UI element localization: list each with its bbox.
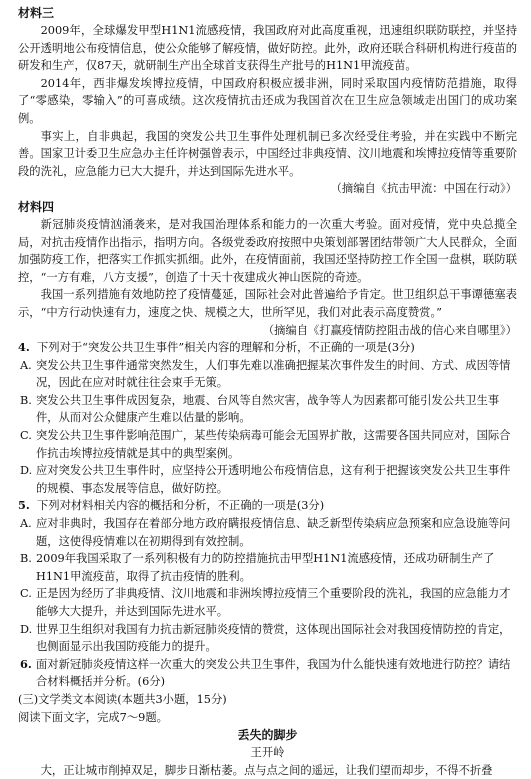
material-3-paragraph-1: 2009年，全球爆发甲型H1N1流感疫情，我国政府对此高度重视，迅速组织联防联控，并坚持公开透明地公布疫情信息，使公众能够了解疫情，做好防控。此外，政府还联合科研机构进行疫苗的研发和生产，仅87天，就研制生产出全球首支获得生产批号的H1N1甲流疫苗。 xyxy=(18,24,517,73)
question-5-stem: 5. 下列对材料相关内容的概括和分析，不正确的一项是(3分) xyxy=(18,498,325,513)
section-3-instruction: 阅读下面文字，完成7～9题。 xyxy=(18,710,168,724)
material-4-heading: 材料四 xyxy=(18,199,55,214)
material-3-paragraph-3: 事实上，自非典起，我国的突发公共卫生事件处理机制已多次经受住考验，并在实践中不断完善。国家卫计委卫生应急办主任许树强曾表示，中国经过非典疫情、汶川地震和埃博拉疫情等重要阶段的洗礼，应急能力已大大提升，并达到国际先进水平。 xyxy=(18,129,517,178)
material-4-paragraph-2: 我国一系列措施有效地防控了疫情蔓延，国际社会对此普遍给予肯定。世卫组织总干事谭德塞表示，“中方行动快速有力，速度之快、规模之大，世所罕见，我们对此表示高度赞赏。” xyxy=(18,288,517,319)
material-4-paragraph-1: 新冠肺炎疫情汹涌袭来，是对我国治理体系和能力的一次重大考验。面对疫情，党中央总揽全局，对抗击疫情作出指示，指明方向。各级党委政府按照中央策划部署团结带领广大人民群众，全面加强防疫工作，把落实工作抓实抓细。此外，在疫情面前，我国还坚持防控工作全国一盘棋，联防联控，“一方有难，八方支援”，创造了十天十夜建成火神山医院的奇迹。 xyxy=(18,217,517,284)
question-5-option-a: A. 应对非典时，我国存在着部分地方政府瞒报疫情信息、缺乏新型传染病应急预案和应急设施等问题，这使得疫情难以在初期得到有效控制。 xyxy=(20,517,511,548)
question-5-option-d: D. 世界卫生组织对我国有力抗击新冠肺炎疫情的赞赏，这体现出国际社会对我国疫情防控的肯定，也侧面显示出我国防疫能力的提升。 xyxy=(20,622,511,654)
question-4-option-a: A. 突发公共卫生事件通常突然发生，人们事先难以准确把握某次事件发生的时间、方式、成因等情况，因此在应对时就往往会束手无策。 xyxy=(20,358,511,390)
question-4-option-c: C. 突发公共卫生事件影响范围广，某些传染病毒可能会无国界扩散，这需要各国共同应对，国际合作抗击埃博拉疫情就是其中的典型案例。 xyxy=(20,429,511,460)
story-author: 王开岭 xyxy=(250,746,285,760)
question-4-stem: 4. 下列对于“突发公共卫生事件”相关内容的理解和分析，不正确的一项是(3分) xyxy=(18,340,415,355)
question-4-option-b: B. 突发公共卫生事件成因复杂，地震、台风等自然灾害，战争等人为因素都可能引发公共卫生事件，从而对公众健康产生难以估量的影响。 xyxy=(20,393,500,425)
material-3-paragraph-2: 2014年，西非爆发埃博拉疫情，中国政府积极应援非洲，同时采取国内疫情防范措施，取得了“零感染，零输入”的可喜成绩。这次疫情抗击还成为我国首次在卫生应急领域走出国门的成功案例。 xyxy=(18,76,517,125)
section-3-heading: (三)文学类文本阅读(本题共3小题，15分) xyxy=(18,692,227,706)
question-5-option-b: B. 2009年我国采取了一系列积极有力的防控措施抗击甲型H1N1流感疫情，还成功研制生产了H1N1甲流疫苗，取得了抗击疫情的胜利。 xyxy=(20,552,495,583)
material-3-heading: 材料三 xyxy=(18,6,55,20)
question-4-option-d: D. 应对突发公共卫生事件时，应坚持公开透明地公布疫情信息，这有利于把握该突发公共卫生事件的规模、事态发展等信息，做好防控。 xyxy=(20,464,511,495)
story-title: 丢失的脚步 xyxy=(237,728,298,743)
story-opening-line: 大，正让城市削掉双足，脚步日渐枯萎。点与点之间的遥远，让我们望而却步，不得不折叠 xyxy=(40,763,493,777)
material-4-source: （摘编自《打赢疫情防控阻击战的信心来自哪里》） xyxy=(262,323,517,337)
material-3-source: （摘编自《抗击甲流：中国在行动》） xyxy=(330,182,517,196)
question-5-option-c: C. 正是因为经历了非典疫情、汶川地震和非洲埃博拉疫情三个重要阶段的洗礼，我国的应急能力才能够大大提升，并达到国际先进水平。 xyxy=(20,587,511,618)
question-6-stem: 6. 面对新冠肺炎疫情这样一次重大的突发公共卫生事件，我国为什么能快速有效地进行防控？请结合材料概括并分析。(6分) xyxy=(20,656,511,689)
